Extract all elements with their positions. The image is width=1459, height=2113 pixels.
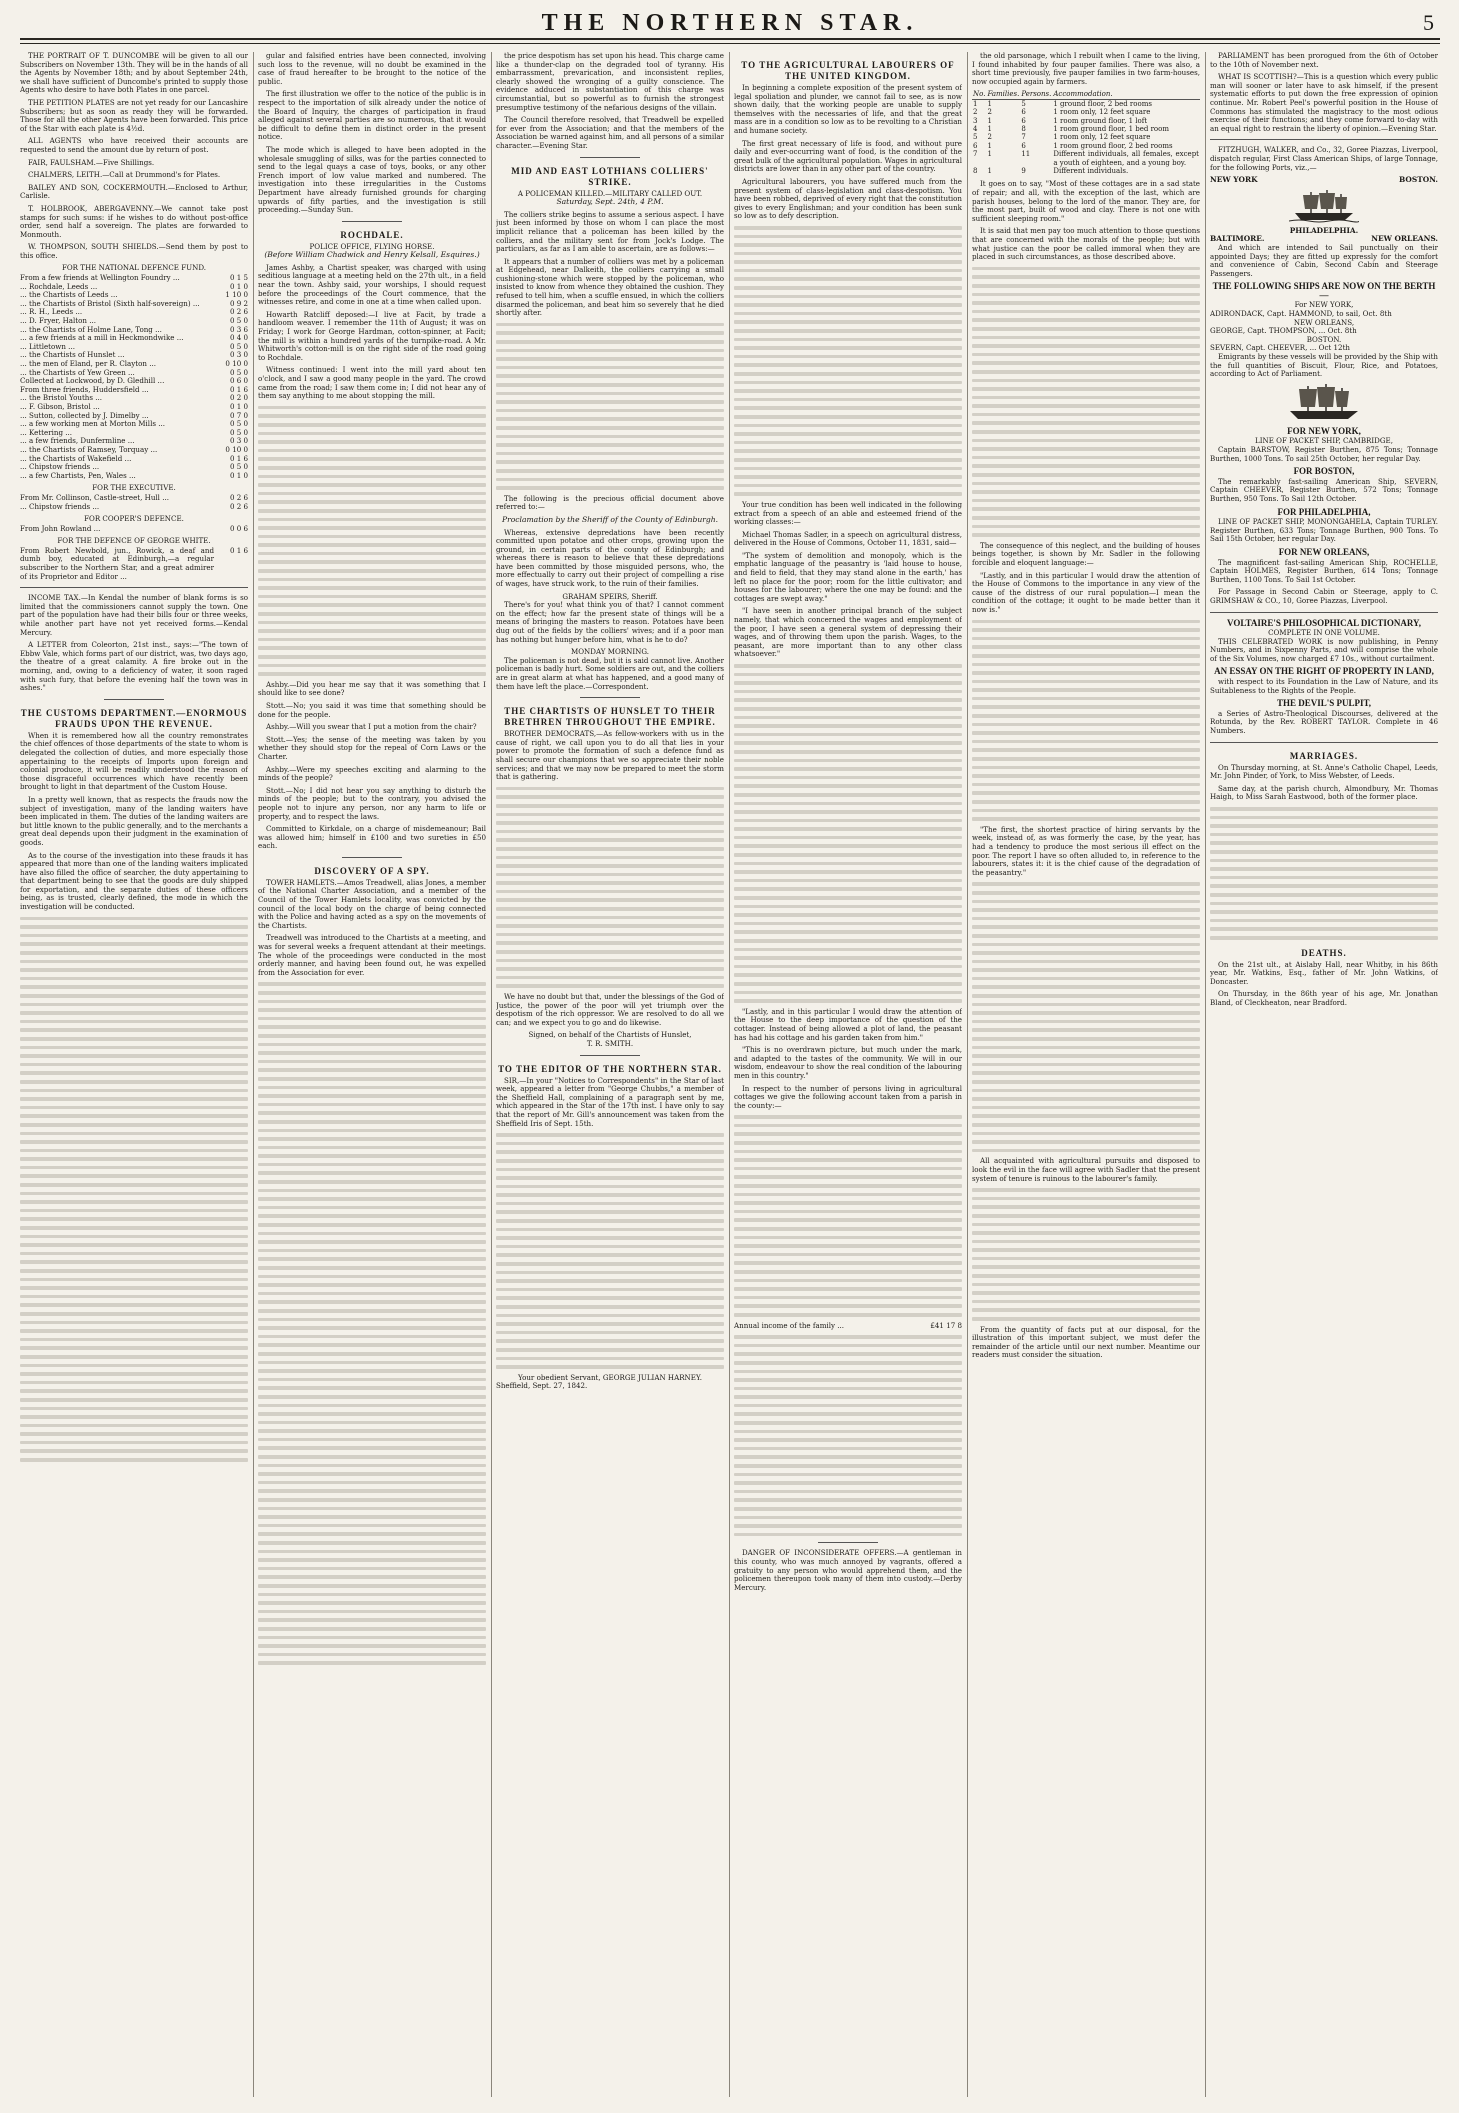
subscription-donor: ... the Chartists of Bristol (Sixth half-sovereign) ... (20, 298, 200, 308)
article-subheadline: POLICE OFFICE, FLYING HORSE. (309, 241, 435, 251)
table-cell: 5 (973, 133, 978, 142)
subscription-donor: From John Rowland ... (20, 523, 101, 533)
table-cell: 5 (1021, 99, 1026, 108)
advertisement-heading: THE FOLLOWING SHIPS ARE NOW ON THE BERTH— (1212, 281, 1436, 300)
subscription-donor: ... the Chartists of Leeds ... (20, 290, 118, 300)
article-paragraph: It goes on to say, "Most of these cottages are in a sad state of repair; and all, with the exception of the last, which are parish houses, belong to the lord of the manor. They are, for the most part, built of wood and clay. There is not one with sufficient sleeping room." (972, 179, 1200, 223)
illegible-text-block (734, 1115, 962, 1316)
column-rule (1205, 52, 1206, 2097)
article-paragraph: There's for you! what think you of that? I cannot comment on the effect; how far the present state of things will be a means of bringing the masters to reason. Potatoes have been dug out of the fields by the colliers' wives; and if a poor man has nothing but hunger before him, what is he to do? (496, 600, 724, 644)
article-headline: ROCHDALE. (340, 229, 404, 240)
advertisement-subheading: LINE OF PACKET SHIP, CAMBRIDGE, (1255, 436, 1393, 446)
article-paragraph: The first great necessary of life is food, and without pure daily and ever-occurring want of food, is the condition of the great bulk of the agricultural population. Wages in agricultural districts are lower than in any other part of the country. (734, 138, 962, 174)
section-heading-deaths: DEATHS. (1301, 947, 1347, 958)
subscription-donor: ... F. Gibson, Bristol ... (20, 401, 100, 411)
fund-heading: FOR THE DEFENCE OF GEORGE WHITE. (57, 536, 211, 546)
divider (1210, 742, 1438, 743)
column-rule (491, 52, 492, 2097)
fund-heading: FOR COOPER'S DEFENCE. (84, 514, 184, 524)
table-cell: 6 (1021, 116, 1026, 125)
article-paragraph: Ashby.—Did you hear me say that it was something that I should like to see done? (258, 679, 486, 698)
subscription-donor: ... the Chartists of Ramsey, Torquay ... (20, 444, 158, 454)
subscription-donor: ... Kettering ... (20, 427, 73, 437)
newspaper-title: THE NORTHERN STAR. (541, 10, 919, 36)
table-cell: Different individuals. (1053, 167, 1129, 176)
ship-icon (1284, 383, 1364, 423)
illegible-text-block (496, 323, 724, 490)
article-headline: MID AND EAST LOTHIANS COLLIERS' STRIKE. (511, 165, 709, 187)
subscription-donor: ... Littletown ... (20, 341, 75, 351)
subscription-donor: ... a few friends at a mill in Heckmondwike ... (20, 333, 184, 343)
income-amount: £41 17 8 (930, 1320, 962, 1330)
table-cell: 1 (987, 141, 992, 150)
subscription-amount: 0 5 0 (229, 367, 248, 377)
illegible-text-block (496, 787, 724, 988)
sailing-line: NEW ORLEANS, (1293, 317, 1355, 327)
illegible-text-block (734, 226, 962, 496)
destination-baltimore: BALTIMORE. (1210, 234, 1265, 244)
article-paragraph: In a pretty well known, that as respects the frauds now the subject of investigation, many of the landing waiters have been implicated in them. The duties of the landing waiters are but little known to the public generally, and to the merchants a great deal depends upon their judgment in the examination of goods. (20, 794, 248, 847)
fund-heading: FOR THE NATIONAL DEFENCE FUND. (61, 263, 207, 273)
notice-paragraph: W. THOMPSON, SOUTH SHIELDS.—Send them by post to this office. (20, 242, 248, 260)
article-paragraph: Agricultural labourers, you have suffered much from the present system of class-legislation and class-despotism. You have been robbed, deprived of every right that the constitution gives to every Englishman; and your condition has been sunk so low as to defy description. (734, 176, 962, 221)
subscription-amount: 0 7 0 (229, 410, 248, 420)
subscription-donor: ... the Chartists of Wakefield ... (20, 453, 132, 463)
subscription-amount: 0 10 0 (225, 444, 248, 454)
sailing-line: ADIRONDACK, Capt. HAMMOND, to sail, Oct. 8th (1210, 309, 1392, 319)
article-paragraph: the old parsonage, which I rebuilt when I came to the living, I found inhabited by four pauper families. There was also, a short time previously, five pauper families in two farm-houses, now occupied again by farmers. (972, 52, 1200, 86)
table-cell: 11 (1021, 150, 1031, 159)
subscription-donor: From Robert Newbold, jun., Rowick, a deaf and dumb boy, educated at Edinburgh,—a regular subscriber to the Northern Star, and a great admirer of its Proprietor and Editor ... (20, 545, 214, 581)
fund-heading: FOR THE EXECUTIVE. (92, 483, 176, 493)
column-rule (253, 52, 254, 2097)
advertisement-heading: AN ESSAY ON THE RIGHT OF PROPERTY IN LAND, (1214, 666, 1434, 677)
article-headline: THE CUSTOMS DEPARTMENT.—ENORMOUS FRAUDS UPON THE REVENUE. (20, 707, 248, 729)
table-cell: 1 room only, 12 feet square (1053, 108, 1151, 117)
subscription-amount: 0 1 6 (229, 545, 248, 555)
illegible-text-block (972, 1188, 1200, 1321)
subscription-donor: ... the Bristol Youths ... (20, 393, 103, 403)
destination-new-orleans: NEW ORLEANS. (1371, 234, 1438, 244)
death-notice: On Thursday, in the 86th year of his age, Mr. Jonathan Bland, of Cleckheaton, near Bradford. (1210, 989, 1438, 1007)
subscription-donor: ... a few Chartists, Pen, Wales ... (20, 470, 136, 480)
article-paragraph: Stott.—No; I did not hear you say anything to disturb the minds of the people; but to the contrary, you advised the people not to injure any person, nor any harm to life or property, and to respect the laws. (258, 785, 486, 821)
table-cell: 1 ground floor, 2 bed rooms (1053, 99, 1152, 108)
advertisement-heading: FOR NEW YORK, (1287, 425, 1361, 436)
article-paragraph: All acquainted with agricultural pursuits and disposed to look the evil in the face will agree with Sadler that the present system of tenure is ruinous to the labourer's family. (972, 1156, 1200, 1183)
table-cell: 1 (987, 150, 992, 159)
shipping-advertisement: The magnificent fast-sailing American Ship, ROCHELLE, Captain HOLMES, Register Burthen, 614 Tons; Tonnage Burthen, 1100 Tons. To Sail 1st October. (1210, 557, 1438, 584)
article-paragraph: BROTHER DEMOCRATS,—As fellow-workers with us in the cause of right, we call upon you to do all that lies in your power to promote the formation of such a defence fund as shall secure our champions that we so appreciate their noble services; and that we may now be prepared to meet the storm that is gathering. (496, 729, 724, 782)
subscription-row (20, 503, 248, 512)
destination-new-york: NEW YORK (1210, 175, 1258, 185)
subscription-donor: ... a few friends, Dunfermline ... (20, 436, 135, 446)
subscription-amount: 0 3 0 (229, 350, 248, 360)
subscription-donor: ... a few working men at Morton Mills ... (20, 419, 166, 429)
article-paragraph: We have no doubt but that, under the blessings of the God of Justice, the power of the poor will yet triumph over the despotism of the rich oppressor. We are resolved to do all we can; and we expect you to go and do likewise. (496, 992, 724, 1027)
subscription-list (20, 494, 248, 511)
advertisement-heading: FOR NEW ORLEANS, (1278, 546, 1370, 557)
income-label: Annual income of the family ... (734, 1320, 845, 1330)
table-cell: 8 (973, 167, 978, 176)
marriage-notice: Same day, at the parish church, Almondbury, Mr. Thomas Haigh, to Miss Sarah Eastwood, both of the former place. (1210, 783, 1438, 802)
destination-philadelphia: PHILADELPHIA. (1289, 225, 1359, 235)
divider (20, 587, 248, 588)
subscription-donor: ... the Chartists of Holme Lane, Tong ... (20, 324, 162, 334)
article-paragraph: From the quantity of facts put at our disposal, for the illustration of this important subject, we must defer the remainder of the article until our next number. Meantime our readers must consider the situation. (972, 1324, 1200, 1360)
article-paragraph: Stott.—Yes; the sense of the meeting was taken by you whether they should stop for the repeal of Corn Laws or the Charter. (258, 734, 486, 761)
divider (580, 697, 640, 698)
subscription-amount: 0 2 6 (229, 307, 248, 317)
masthead (20, 8, 1440, 40)
table-row (972, 167, 1200, 175)
subscription-donor: ... the Chartists of Yew Green ... (20, 367, 135, 377)
article-paragraph: The first illustration we offer to the notice of the public is in respect to the importation of silk already under the notice of the Board of Inquiry, the charges of participation in fraud alleged against several parties are so numerous, that it would be difficult to define them in distinct order in the present notice. (258, 89, 486, 142)
shipping-advertisement: FITZHUGH, WALKER, and Co., 32, Goree Piazzas, Liverpool, dispatch regular, First Class American Ships, of large Tonnage, for the following Ports, viz.,— (1210, 145, 1438, 172)
article-headline: TO THE EDITOR OF THE NORTHERN STAR. (498, 1063, 722, 1074)
sailing-line: GEORGE, Capt. THOMPSON, ... Oct. 8th (1210, 326, 1357, 336)
subscription-donor: ... Rochdale, Leeds ... (20, 281, 98, 291)
table-cell: 6 (1021, 141, 1026, 150)
article-dateline: MONDAY MORNING. (570, 647, 650, 657)
subscription-amount: 0 1 0 (229, 401, 248, 411)
book-advertisement: THIS CELEBRATED WORK is now publishing, in Penny Numbers, and in Sixpenny Parts, and will comprise the whole of the Six Volumes, now charged £7 10s., without curtailment. (1210, 636, 1438, 663)
table-header-cell: Accommodation. (1052, 90, 1200, 99)
sailing-line: For NEW YORK, (1294, 300, 1354, 310)
subscription-amount: 0 1 0 (229, 470, 248, 480)
page-columns (20, 52, 1440, 2097)
subscription-amount: 0 3 6 (229, 324, 248, 334)
subscription-donor: From three friends, Huddersfield ... (20, 384, 149, 394)
divider (104, 699, 164, 700)
advertisement-subheading: COMPLETE IN ONE VOLUME. (1268, 628, 1380, 638)
notice-paragraph: BAILEY AND SON, COCKERMOUTH.—Enclosed to Arthur, Carlisle. (20, 182, 248, 201)
article-headline: DISCOVERY OF A SPY. (314, 865, 430, 876)
subscription-donor: From a few friends at Wellington Foundry ... (20, 273, 180, 283)
divider (818, 1542, 878, 1543)
table-cell: 1 room ground floor, 1 bed room (1053, 125, 1169, 133)
table-cell: 7 (1021, 133, 1026, 142)
article-paragraph: PARLIAMENT has been prorogued from the 6th of October to the 10th of November next. (1210, 52, 1438, 69)
notice-paragraph: ALL AGENTS who have received their accounts are requested to send the amount due by return of post. (20, 136, 248, 154)
table-header-cell: Persons. (1021, 90, 1052, 99)
article-headline: TO THE AGRICULTURAL LABOURERS OF THE UNITED KINGDOM. (741, 60, 955, 81)
subscription-amount: 0 5 0 (229, 316, 248, 326)
table-cell: 1 (987, 116, 992, 125)
notice-paragraph: CHALMERS, LEITH.—Call at Drummond's for Plates. (28, 170, 221, 180)
table-row (972, 125, 1200, 133)
subscription-amount: 0 0 6 (229, 523, 248, 533)
article-paragraph: A LETTER from Coleorton, 21st inst., says:—"The town of Ebbw Vale, which forms part of our district, was, two days ago, the theatre of a great calamity. A fire broke out in the morning, and, owing to a deficiency of water, it soon raged with such fury, that before the evening half the town was in ashes." (20, 640, 248, 693)
subscription-list (20, 547, 248, 581)
subscription-amount: 0 5 0 (229, 419, 248, 429)
book-advertisement: with respect to its Foundation in the Law of Nature, and its Suitableness to the Rights of the People. (1210, 677, 1438, 695)
subscription-donor: ... R. H., Leeds ... (20, 307, 83, 317)
article-paragraph: the price despotism has set upon his head. This charge came like a thunder-clap on the degraded tool of tyranny. His embarrassment, prevarication, and inconsistent replies, clearly showed the wronging of a guilty conscience. The evidence adduced in substantiation of this charge was circumstantial, but so powerful as to furnish the strongest presumptive testimony of the nefarious designs of the villain. (496, 52, 724, 112)
subscription-amount: 0 1 6 (229, 453, 248, 463)
table-row (972, 150, 1200, 167)
ship-icon (1289, 189, 1359, 223)
article-paragraph: The colliers strike begins to assume a serious aspect. I have just been informed by those on whom I can place the most implicit reliance that a policeman has been killed by the colliers, and the military sent for from Jock's Lodge. The particulars, as far as I am able to ascertain, are as follows:— (496, 209, 724, 254)
table-row (972, 108, 1200, 116)
subscription-amount: 0 3 0 (229, 436, 248, 446)
divider (580, 157, 640, 158)
article-paragraph: INCOME TAX.—In Kendal the number of blank forms is so limited that the commissioners cannot supply the town. One part of the population have had their bills four or three weeks, while another part have not yet received forms.—Kendal Mercury. (20, 593, 248, 637)
table-row (972, 99, 1200, 108)
shipping-advertisement: LINE OF PACKET SHIP, MONONGAHELA, Captain TURLEY. Register Burthen, 633 Tons; Tonnage Burthen, 900 Tons. To Sail 15th October, her regular Day. (1210, 517, 1438, 544)
advertisement-heading: VOLTAIRE'S PHILOSOPHICAL DICTIONARY, (1227, 617, 1421, 628)
subscription-amount: 0 6 0 (229, 376, 248, 386)
article-paragraph: "The first, the shortest practice of hiring servants by the week, instead of, as was formerly the case, by the year, has had a tendency to produce the most serious ill effect on the poor. The report I have so often alluded to, in reference to the labourers, states it: it is the chief cause of the degradation of the peasantry." (972, 824, 1200, 877)
article-subheadline: A POLICEMAN KILLED.—MILITARY CALLED OUT. (517, 188, 703, 198)
subscription-amount: 0 1 0 (229, 281, 248, 291)
article-paragraph: "The system of demolition and monopoly, which is the emphatic language of the peasantry is 'laid house to house, and field to field, that they may stand alone in the earth,' has left no place for the poor; room for the little cultivator; and houses for the labourer; where the one may be found: and the cottages are swept away." (734, 550, 962, 603)
table-row (972, 142, 1200, 150)
signature: GRAHAM SPEIRS, Sheriff. (562, 591, 658, 601)
subscription-amount: 0 5 0 (229, 341, 248, 351)
subscription-amount: 0 5 0 (229, 427, 248, 437)
subscription-amount: 0 5 0 (229, 462, 248, 472)
subscription-list (20, 274, 248, 480)
signature: Your obedient Servant, GEORGE JULIAN HARNEY. (518, 1372, 702, 1382)
shipping-advertisement: And which are intended to Sail punctually on their appointed Days; they are fitted up expressly for the comfort and convenience of Cabin, Second Cabin and Steerage Passengers. (1210, 242, 1438, 278)
sailing-line: BOSTON. (1306, 334, 1342, 344)
article-paragraph: In respect to the number of persons living in agricultural cottages we give the following account taken from a parish in the county:— (734, 1083, 962, 1110)
column-3 (496, 52, 724, 2097)
destination-boston: BOSTON. (1399, 175, 1438, 185)
signature: T. R. SMITH. (586, 1038, 634, 1048)
column-5 (972, 52, 1200, 2097)
illegible-text-block (258, 982, 486, 1665)
article-paragraph: Witness continued: I went into the mill yard about ten o'clock, and I saw a good many people in the yard. The crowd came from the road; I saw them come in; I did not hear any of them say anything to me about stopping the mill. (258, 365, 486, 401)
table-row (972, 117, 1200, 125)
article-paragraph: When it is remembered how all the country remonstrates the chief offences of those departments of the state to whom is delegated the collection of duties, and more especially those appertaining to the receipts of Imports upon foreign and colonial produce, it will be readily understood the reason of those disgraceful occurrences which have recently been brought to light in that department of the Custom House. (20, 730, 248, 792)
divider (342, 221, 402, 222)
column-1 (20, 52, 248, 2097)
article-paragraph: Committed to Kirkdale, on a charge of misdemeanour; Bail was allowed him; himself in £100 and two sureties in £50 each. (258, 824, 486, 851)
column-4 (734, 52, 962, 2097)
sailing-line: SEVERN, Capt. CHEEVER, ... Oct 12th (1210, 343, 1350, 353)
article-paragraph: DANGER OF INCONSIDERATE OFFERS.—A gentleman in this county, who was much annoyed by vagrants, offered a gratuity to any person who would apprehend them, and the policemen thereupon took many of them into custody.—Derby Mercury. (734, 1548, 962, 1592)
article-paragraph: SIR,—In your "Notices to Correspondents" in the Star of last week, appeared a letter from "George Chubbs," a member of the Sheffield Hall, complaining of a paragraph sent by me, which appeared in the Star of the 17th inst. I have only to say that the report of Mr. Gill's announcement was taken from the Sheffield Iris of Sept. 15th. (496, 1075, 724, 1128)
subscription-amount: 0 2 6 (229, 501, 248, 511)
table-cell: 1 room ground floor, 2 bed rooms (1053, 141, 1173, 150)
article-paragraph: As to the course of the investigation into these frauds it has appeared that more than one of the landing waiters implicated have also filled the office of searcher, the duty appertaining to that department being to see that the goods are duly shipped for exportation, and the separate duties of these officers being, as is trusted, clearly defined, the mode in which the investigation will be conducted. (20, 850, 248, 912)
column-2 (258, 52, 486, 2097)
income-total-row (734, 1322, 962, 1331)
illegible-text-block (734, 1335, 962, 1536)
article-paragraph: "This is no overdrawn picture, but much under the mark, and adapted to the tastes of the community. We will in our wisdom, endeavour to show the real condition of the labouring men in this country." (734, 1045, 962, 1080)
shipping-advertisement: Emigrants by these vessels will be provided by the Ship with the full quantities of Biscuit, Flour, Rice, and Potatoes, according to Act of Parliament. (1210, 352, 1438, 379)
illegible-text-block (972, 882, 1200, 1152)
article-paragraph: Michael Thomas Sadler, in a speech on agricultural distress, delivered in the House of Commons, October 11, 1831, said— (734, 529, 962, 548)
divider (1210, 139, 1438, 140)
subscription-donor: ... the men of Eland, per R. Clayton ... (20, 359, 156, 368)
subscription-amount: 0 2 0 (229, 393, 248, 403)
subscription-amount: 0 10 0 (225, 359, 248, 368)
advertisement-heading: THE DEVIL'S PULPIT, (1276, 698, 1372, 709)
section-heading-marriages: MARRIAGES. (1289, 750, 1359, 761)
article-paragraph: gular and falsified entries have been connected, involving such loss to the revenue, will no doubt be examined in the case of fraud hereafter to be brought to the notice of the public. (258, 52, 486, 86)
article-paragraph: Your true condition has been well indicated in the following extract from a speech of an able and esteemed friend of the working classes:— (734, 499, 962, 527)
table-cell: 7 (973, 150, 978, 159)
table-cell: 1 room only, 12 feet square (1053, 133, 1151, 142)
illegible-text-block (496, 1133, 724, 1369)
subscription-amount: 0 1 5 (229, 273, 248, 283)
advertisement-heading: FOR PHILADELPHIA, (1277, 506, 1371, 517)
illegible-text-block (258, 406, 486, 676)
article-paragraph: The following is the precious official document above referred to:— (496, 493, 724, 512)
subscription-row (20, 472, 248, 481)
subscription-amount: 0 4 0 (229, 333, 248, 343)
table-cell: Different individuals, all females, except a youth of eighteen, and a young boy. (1053, 150, 1199, 167)
advertisement-heading: FOR BOSTON, (1293, 466, 1355, 477)
subscription-donor: ... the Chartists of Hunslet ... (20, 350, 125, 360)
article-paragraph: Howarth Ratcliff deposed:—I live at Facit, by trade a handloom weaver. I remember the 11th of August; it was on Friday; I work for George Hardman, cotton-spinner, at Facit; the mill is within a hundred yards of the turnpike-road. A Mr. Whitworth's cotton-mill is on the right side of the road going to Rochdale. (258, 309, 486, 362)
table-cell: 2 (987, 108, 992, 117)
article-paragraph: The mode which is alleged to have been adopted in the wholesale smuggling of silks, was for the parties connected to send to the legal quays a case of toys, books, or any other French import of low value marked and numbered. The investigation into these irregularities in the Customs Department have already furnished grounds for charging upwards of fifty parties, and the investigation is still proceeding.—Sunday Sun. (258, 144, 486, 215)
table-row (972, 133, 1200, 141)
notice-paragraph: FAIR, FAULSHAM.—Five Shillings. (28, 157, 155, 167)
article-paragraph: It appears that a number of colliers was met by a policeman at Edgehead, near Dalkeith, the colliers carrying a small cushioning-stone which were stopped by the policeman, who insisted to know from whence they obtained the cushion. They refused to tell him, when a scuffle ensued, in which the colliers disarmed the policeman, and beat him so severely that he died shortly after. (496, 256, 724, 318)
article-paragraph: "Lastly, and in this particular I would draw the attention of the House of Commons to the importance in any view of the cause of the distress of our rural population—I mean the condition of the cottage; it ought to be made better than it now is." (972, 570, 1200, 614)
death-notice: On the 21st ult., at Aislaby Hall, near Whitby, in his 86th year, Mr. Watkins, Esq., father of Mr. John Watkins, of Doncaster. (1210, 959, 1438, 986)
letter-dateline: Sheffield, Sept. 27, 1842. (496, 1381, 588, 1391)
divider (342, 857, 402, 858)
subscription-donor: ... Chipstow friends ... (20, 462, 100, 472)
illegible-text-block (20, 917, 248, 1462)
column-rule (729, 52, 730, 2097)
article-paragraph: "I have seen in another principal branch of the subject namely, that which concerned the wages and employment of the poor, I have seen a general system of depressing their wages, and of throwing them upon the parish. Wages, to the peasant, are more important than to any other class whatsoever." (734, 606, 962, 659)
subscription-amount: 1 10 0 (225, 290, 248, 300)
shipping-advertisement: For Passage in Second Cabin or Steerage, apply to C. GRIMSHAW & CO., 10, Goree Piazzas, Liverpool. (1210, 587, 1438, 605)
table-cell: 9 (1021, 167, 1026, 176)
article-byline: (Before William Chadwick and Henry Kelsall, Esquires.) (264, 250, 480, 260)
subscription-amount: 0 9 2 (229, 298, 248, 308)
notice-paragraph: THE PORTRAIT OF T. DUNCOMBE will be given to all our Subscribers on November 13th. They will be in the hands of all the Agents by November 18th; and by about September 24th, we shall have sufficient of Duncombe's printed to supply those Agents who desire to have both Plates in one parcel. (20, 52, 248, 95)
article-paragraph: Stott.—No; you said it was time that something should be done for the people. (258, 700, 486, 719)
divider (1210, 612, 1438, 613)
notice-paragraph: T. HOLBROOK, ABERGAVENNY.—We cannot take post stamps for such sums: if he wishes to do without post-office order, send half a sovereign. The plates are forwarded to Monmouth. (20, 203, 248, 239)
article-headline: THE CHARTISTS OF HUNSLET TO THEIR BRETHREN THROUGHOUT THE EMPIRE. (504, 706, 716, 728)
article-paragraph: Treadwell was introduced to the Chartists at a meeting, and was for several weeks a frequent attendant at their meetings. The whole of the proceedings were conducted in the most orderly manner, and having been found out, he was expelled from the Association for ever. (258, 933, 486, 977)
table-cell: 4 (973, 125, 978, 133)
article-paragraph: The Council therefore resolved, that Treadwell be expelled for ever from the Association; and that the members of the Association be warned against him, and all persons of a similar character.—Evening Star. (496, 115, 724, 150)
table-cell: 1 (987, 99, 992, 108)
subscription-amount: 0 1 6 (229, 384, 248, 394)
table-cell: 3 (973, 116, 978, 125)
article-paragraph: James Ashby, a Chartist speaker, was charged with using seditious language at a meeting held on the 27th ult., in a field near the town. Ashby said, your worships, I should request before the proceedings of the Court commence, that the witnesses retire, and come in one at a time when called upon. (258, 262, 486, 307)
column-6 (1210, 52, 1438, 2097)
subscription-row (20, 547, 248, 581)
signature: Signed, on behalf of the Chartists of Hunslet, (528, 1030, 692, 1040)
table-header-cell: No. (973, 90, 986, 99)
article-paragraph: In beginning a complete exposition of the present system of legal spoliation and plunder, we cannot fail to see, as is now shown daily, that the working people are unable to supply themselves with the necessaries of life, and that the great mass are in a condition so low as to be revolting to a Christian and humane society. (734, 83, 962, 135)
marriage-notice: On Thursday morning, at St. Anne's Catholic Chapel, Leeds, Mr. John Pinder, of York, to Miss Webster, of Leeds. (1210, 762, 1438, 781)
article-paragraph: "Lastly, and in this particular I would draw the attention of the House to the deep importance of the question of the cottager. Instead of being allowed a plot of land, the peasant has had his cottage and his garden taken from him." (734, 1006, 962, 1042)
proclamation-title: Proclamation by the Sheriff of the County of Edinburgh. (501, 514, 719, 524)
table-cell: 6 (1021, 108, 1026, 117)
subscription-amount: 0 2 6 (229, 492, 248, 502)
notice-paragraph: THE PETITION PLATES are not yet ready for our Lancashire Subscribers; but as soon as ready they will be forwarded. Those for all the other Agents have been forwarded. This price of the Star with each plate is 4½d. (20, 97, 248, 133)
table-cell: 1 (987, 125, 992, 133)
subscription-donor: From Mr. Collinson, Castle-street, Hull ... (20, 492, 169, 502)
shipping-advertisement: The remarkably fast-sailing American Ship, SEVERN, Captain CHEEVER, Register Burthen, 572 Tons; Tonnage Burthen, 950 Tons. To Sail 12th October. (1210, 476, 1438, 503)
divider (580, 1055, 640, 1056)
subscription-donor: ... D. Fryer, Halton ... (20, 316, 96, 326)
article-paragraph: Ashby.—Will you swear that I put a motion from the chair? (266, 722, 477, 732)
subscription-row (20, 525, 248, 534)
subscription-donor: ... Chipstow friends ... (20, 501, 100, 511)
article-paragraph: Whereas, extensive depredations have been recently committed upon potatoe and other crops, growing upon the ground, in certain parts of the county of Edinburgh; and whereas there is reason to believe that these depredations have been committed by those misguided persons, who, the more effectually to carry out their project of compelling a rise of wages, have struck work, to the ruin of their families. (496, 527, 724, 589)
article-paragraph: WHAT IS SCOTTISH?—This is a question which every public man will sooner or later have to ask himself, if the present systematic efforts to put down the free expression of opinion continue. Mr. Robert Peel's powerful position in the House of Commons has stimulated the magistracy to the most odious exercise of their functions; and they come forward to-day with an equal right to restrain the liberty of opinion.—Evening Star. (1210, 72, 1438, 133)
subscription-donor: Collected at Lockwood, by D. Gledhill ... (20, 376, 165, 386)
column-rule (967, 52, 968, 2097)
subscription-list (20, 525, 248, 534)
book-advertisement: a Series of Astro-Theological Discourses, delivered at the Rotunda, by the Rev. ROBERT TAYLOR. Complete in 46 Numbers. (1210, 708, 1438, 736)
subscription-donor: ... Sutton, collected by J. Dimelby ... (20, 410, 149, 420)
illegible-text-block (734, 664, 962, 1003)
article-paragraph: The policeman is not dead, but it is said cannot live. Another policeman is badly hurt. Some soldiers are out, and the colliers are in great alarm at what has happened, and a good many of them have left the place.—Correspondent. (496, 655, 724, 691)
table-cell: 8 (1021, 125, 1026, 133)
article-paragraph: It is said that men pay too much attention to those questions that are concerned with the morals of the people; but with what justice can the poor be called immoral when they are placed in such circumstances, as those described above. (972, 226, 1200, 262)
page-number: 5 (1423, 10, 1434, 35)
shipping-advertisement: Captain BARSTOW, Register Burthen, 875 Tons; Tonnage Burthen, 1000 Tons. To sail 25th October, her regular Day. (1210, 445, 1438, 463)
table-cell: 1 (987, 167, 992, 176)
table-cell: 2 (987, 133, 992, 142)
table-cell: 1 room ground floor, 1 loft (1053, 116, 1148, 125)
table-header-cell: Families. (987, 90, 1020, 99)
table-cell: 1 (973, 99, 978, 108)
illegible-text-block (1210, 807, 1438, 940)
cottage-accommodation-table (972, 90, 1200, 175)
table-cell: 6 (973, 141, 978, 150)
article-paragraph: The consequence of this neglect, and the building of houses beings together, is shown by Mr. Sadler in the following forcible and eloquent language:— (972, 540, 1200, 567)
destination-row (1210, 176, 1438, 185)
article-paragraph: TOWER HAMLETS.—Amos Treadwell, alias Jones, a member of the National Charter Association, and a member of the Council of the Tower Hamlets locality, was convicted by the council of the local body on the charge of being connected with the Police and having acted as a spy on the movements of the Chartists. (258, 877, 486, 930)
illegible-text-block (972, 267, 1200, 537)
illegible-text-block (972, 620, 1200, 821)
article-dateline: Saturday, Sept. 24th, 4 P.M. (556, 197, 664, 207)
article-paragraph: Ashby.—Were my speeches exciting and alarming to the minds of the people? (258, 764, 486, 783)
table-cell: 2 (973, 108, 978, 117)
masthead-rule (20, 43, 1440, 44)
